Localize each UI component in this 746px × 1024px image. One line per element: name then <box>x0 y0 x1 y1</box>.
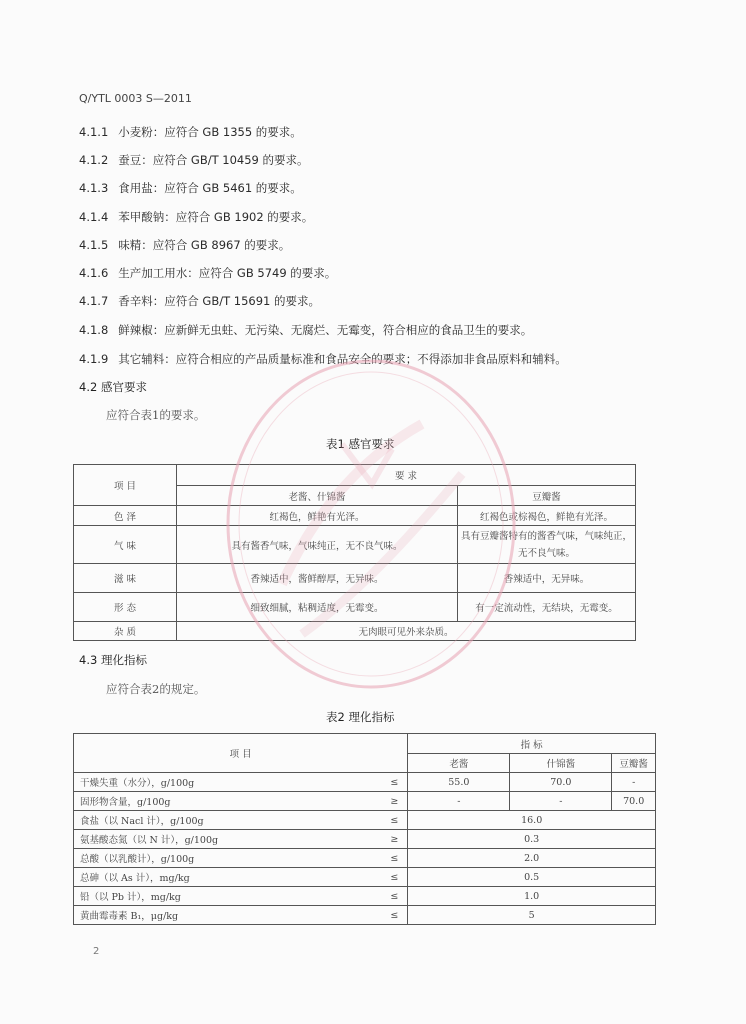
requirement-item <box>79 237 290 253</box>
table-row <box>74 887 656 906</box>
requirement-item <box>79 152 309 168</box>
requirement-text: 小麦粉：应符合 GB 1355 的要求。 <box>118 125 302 139</box>
section-intro: 应符合表2的规定。 <box>106 682 206 696</box>
table-cell: ≥ <box>381 830 408 849</box>
table-header: 指 标 <box>408 734 656 754</box>
physicochemical-table <box>73 733 656 925</box>
table-header: 豆瓣酱 <box>612 754 656 773</box>
section-heading: 4.3 理化指标 <box>79 653 147 667</box>
table-cell: 55.0 <box>408 773 510 792</box>
table-row <box>74 526 636 564</box>
sensory-table <box>73 464 636 641</box>
table-row <box>74 868 656 887</box>
requirement-item <box>79 265 336 281</box>
table-cell: 总酸（以乳酸计），g/100g <box>74 849 382 868</box>
table-cell: ≤ <box>381 906 408 925</box>
table-cell: 干燥失重（水分），g/100g <box>74 773 382 792</box>
requirement-item <box>79 322 532 338</box>
requirement-text: 其它辅料：应符合相应的产品质量标准和食品安全的要求；不得添加非食品原料和辅料。 <box>118 352 567 366</box>
table-row <box>74 773 656 792</box>
requirement-text: 食用盐：应符合 GB 5461 的要求。 <box>118 181 302 195</box>
table-cell: 香辣适中，无异味。 <box>458 564 636 593</box>
requirement-number: 4.1.6 <box>79 266 109 280</box>
table-row <box>74 564 636 593</box>
table-cell: 香辣适中，酱鲜醇厚，无异味。 <box>177 564 458 593</box>
table-header: 要 求 <box>177 465 636 486</box>
table-cell: ≤ <box>381 811 408 830</box>
table-cell: 食盐（以 Nacl 计），g/100g <box>74 811 382 830</box>
table-cell: ≤ <box>381 887 408 906</box>
requirement-text: 香辛料：应符合 GB/T 15691 的要求。 <box>118 294 321 308</box>
table-cell: - <box>510 792 612 811</box>
requirement-number: 4.1.1 <box>79 125 109 139</box>
table-cell: 5 <box>408 906 656 925</box>
table-row <box>74 849 656 868</box>
table-cell: 具有豆瓣酱特有的酱香气味，气味纯正，无不良气味。 <box>458 526 636 564</box>
table-cell: 1.0 <box>408 887 656 906</box>
requirement-text: 鲜辣椒：应新鲜无虫蛀、无污染、无腐烂、无霉变，符合相应的食品卫生的要求。 <box>118 323 533 337</box>
section-heading: 4.2 感官要求 <box>79 380 147 394</box>
requirement-number: 4.1.9 <box>79 352 109 366</box>
requirement-number: 4.1.8 <box>79 323 109 337</box>
table-cell: 气 味 <box>74 526 177 564</box>
table-cell: ≤ <box>381 868 408 887</box>
table-cell: 形 态 <box>74 593 177 622</box>
page-number: 2 <box>93 946 100 957</box>
table-cell: 黄曲霉毒素 B₁，μg/kg <box>74 906 382 925</box>
table-header: 什锦酱 <box>510 754 612 773</box>
requirement-number: 4.1.2 <box>79 153 109 167</box>
requirement-number: 4.1.4 <box>79 210 109 224</box>
table-cell: 0.3 <box>408 830 656 849</box>
table-cell: 细致细腻，粘稠适度，无霉变。 <box>177 593 458 622</box>
requirement-number: 4.1.5 <box>79 238 109 252</box>
section-intro: 应符合表1的要求。 <box>106 408 206 422</box>
table-row <box>74 622 636 641</box>
requirement-item <box>79 209 313 225</box>
table-header: 项 目 <box>74 734 408 773</box>
requirement-text: 味精：应符合 GB 8967 的要求。 <box>118 238 291 252</box>
table-cell: 固形物含量，g/100g <box>74 792 382 811</box>
table-cell: 16.0 <box>408 811 656 830</box>
table-cell: - <box>612 773 656 792</box>
table-cell: ≥ <box>381 792 408 811</box>
requirement-item <box>79 293 320 309</box>
table-cell: 无肉眼可见外来杂质。 <box>177 622 636 641</box>
requirement-text: 苯甲酸钠：应符合 GB 1902 的要求。 <box>118 210 314 224</box>
table-cell: 2.0 <box>408 849 656 868</box>
requirement-item <box>79 180 302 196</box>
table-cell: 杂 质 <box>74 622 177 641</box>
table-cell: 总砷（以 As 计），mg/kg <box>74 868 382 887</box>
table-cell: - <box>408 792 510 811</box>
table-caption: 表1 感官要求 <box>326 437 395 451</box>
table-cell: 红褐色或棕褐色，鲜艳有光泽。 <box>458 506 636 526</box>
table-cell: 红褐色，鲜艳有光泽。 <box>177 506 458 526</box>
table-caption: 表2 理化指标 <box>326 710 395 724</box>
requirement-item <box>79 351 567 367</box>
table-cell: 铅（以 Pb 计），mg/kg <box>74 887 382 906</box>
requirement-item <box>79 124 302 140</box>
table-header: 豆瓣酱 <box>458 486 636 506</box>
table-cell: ≤ <box>381 849 408 868</box>
table-cell: 有一定流动性，无结块，无霉变。 <box>458 593 636 622</box>
requirement-number: 4.1.3 <box>79 181 109 195</box>
table-row <box>74 506 636 526</box>
table-header: 老酱、什锦酱 <box>177 486 458 506</box>
requirement-number: 4.1.7 <box>79 294 109 308</box>
table-cell: 滋 味 <box>74 564 177 593</box>
table-header: 项 目 <box>74 465 177 506</box>
table-cell: 氨基酸态氮（以 N 计），g/100g <box>74 830 382 849</box>
document-code: Q/YTL 0003 S—2011 <box>79 92 192 105</box>
table-row <box>74 792 656 811</box>
table-header: 老酱 <box>408 754 510 773</box>
requirement-text: 生产加工用水：应符合 GB 5749 的要求。 <box>118 266 337 280</box>
table-cell: 70.0 <box>510 773 612 792</box>
table-row <box>74 830 656 849</box>
table-cell: 70.0 <box>612 792 656 811</box>
table-cell: 0.5 <box>408 868 656 887</box>
table-row <box>74 593 636 622</box>
table-row <box>74 811 656 830</box>
table-cell: 具有酱香气味，气味纯正，无不良气味。 <box>177 526 458 564</box>
table-cell: 色 泽 <box>74 506 177 526</box>
table-cell: ≤ <box>381 773 408 792</box>
table-row <box>74 906 656 925</box>
requirement-text: 蚕豆：应符合 GB/T 10459 的要求。 <box>118 153 309 167</box>
